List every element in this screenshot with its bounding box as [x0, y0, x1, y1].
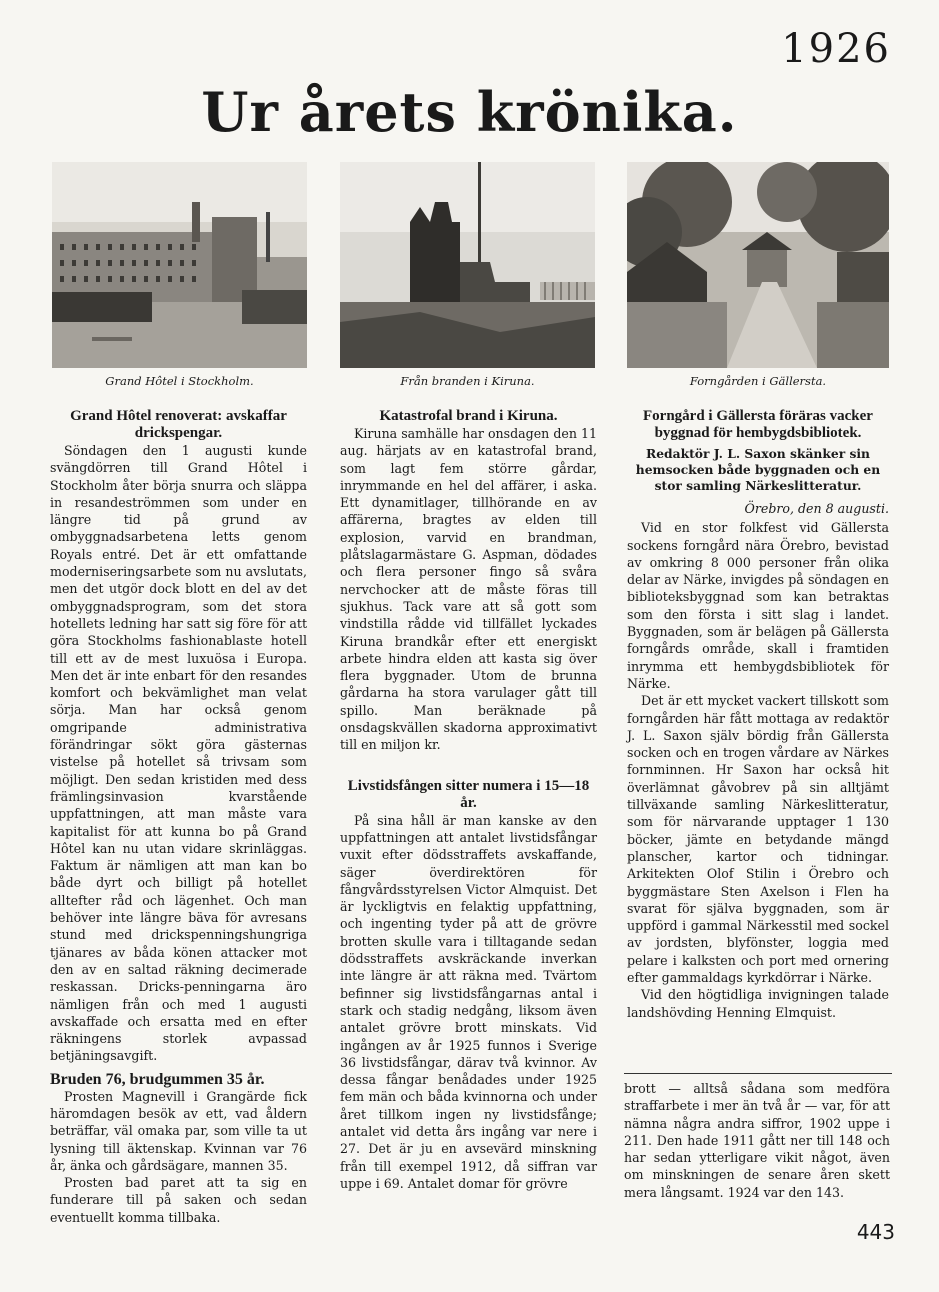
- article-body-forngard-1: Vid en stor folkfest vid Gällersta sockens forngård nära Örebro, bevistad av omkring 8 000 personer från olika delar av Närke, invigdes på söndagen en biblioteksbyggnad som kan betraktas som den första i sitt slag i landet. Byggnaden, som är belägen på Gällersta forngårds område, skall i framtiden inrymma ett hembygdsbibliotek för Närke.: [627, 520, 889, 691]
- article-body-bruden-1: Prosten Magnevill i Grangärde fick häromdagen besök av ett, vad åldern beträffar, väl omaka par, som ville ta ut lysning till äktenskap. Kvinnan var 76 år, änka och gårdsägare, mannen 35.: [50, 1088, 307, 1173]
- photo-kiruna-fire: [340, 162, 595, 368]
- article-body-bruden-2: Prosten bad paret att ta sig en funderare till på saken och sedan eventuellt komma tillbaka.: [50, 1175, 307, 1225]
- article-body-kiruna: Kiruna samhälle har onsdagen den 11 aug. härjats av en katastrofal brand, som lagt fem större gårdar, inrymmande en hel del affärer, i aska. Ett dynamitlager, tillhörande en av affärerna, bragtes av elden till explosion, varvid en brandman, plåtslagarmästare G. Aspman, dödades och flera personer fingo så svåra nervchocker att de måste föras till sjukhus. Tack vare att så gott som vindstilla rådde vid tillfället lyckades Kiruna brandkår efter ett energiskt arbete hindra elden att kasta sig över flera byggnader. Utom de brunna gårdarna ha stora varulager gått till spillo. Man beräknade på onsdagskvällen skadorna approximativt till en miljon kr.: [340, 426, 597, 753]
- caption-grand-hotel: Grand Hôtel i Stockholm.: [105, 374, 254, 388]
- photo-forngarden: [627, 162, 889, 368]
- article-body-forngard-2: Det är ett mycket vackert tillskott som forngården här fått mottaga av redaktör J. L. Saxon själv bördig från Gällersta socken och en trogen vårdare av Närkes fornminnen. Hr Saxon har också hit överlämnat gåvobrev på sin alltjämt tillväxande samling Närkeslitteratur, som för närvarande upptager 1 130 böcker, jämte en betydande mängd planscher, kartor och tidningar. Arkitekten Olof Stilin i Örebro och byggmästare Sten Axelson i Flen ha svarat för själva byggnaden, som är uppförd i gammal Närkesstil med sockel av jordsten, blyfönster, loggia med pelare i kalksten och port med ornering efter gammaldags kyrkdörrar i Närke.: [627, 693, 889, 986]
- article-title-livstidsfangen: Livstidsfången sitter numera i 15—18 år.: [347, 777, 590, 811]
- continued-text: brott — alltså sådana som medföra straffarbete i mer än två år — var, för att nämna några andra siffror, 1902 uppe i 211. Den hade 1911 gått ner till 148 och har sedan ytterligare vikit något, även om minskningen de senare åren skett mera långsamt. 1924 var den 143.: [624, 1081, 890, 1200]
- caption-kiruna: Från branden i Kiruna.: [400, 374, 535, 388]
- article-column-3: [627, 408, 889, 1021]
- article-column-2: [340, 408, 597, 1192]
- article-body-livstidsfangen: På sina håll är man kanske av den uppfattningen att antalet livstidsfångar vuxit efter dödsstraffets avskaffande, säger överdirektören för fångvårdsstyrelsen Victor Almquist. Det är lyckligtvis en felaktig uppfattning, och ingenting tyder på att de grövre brotten skulle vara i tilltagande sedan dödsstraffets avskräckande inverkan inte längre är att räkna med. Tvärtom befinner sig livstidsfångarnas antal i stark och stadig nedgång, liksom även antalet grövre brott minskats. Vid ingången av år 1925 funnos i Sverige 36 livstidsfångar, därav två kvinnor. Av dessa fångar benådades under 1925 fem män och båda kvinnorna och under året tillkom ingen ny livstidsfånge; antalet vid detta års ingång var nere i 27. Det är ju en avsevärd minskning från till exempel 1912, då siffran var uppe i 69. Antalet domar för grövre: [340, 812, 597, 1191]
- article-title-kiruna: Katastrofal brand i Kiruna.: [379, 408, 558, 424]
- article-subtitle-forngard: Redaktör J. L. Saxon skänker sin hemsocken både byggnaden och en stor samling Närkeslitteratur.: [635, 446, 881, 493]
- photo-grand-hotel: [52, 162, 307, 368]
- caption-forngarden: Forngården i Gällersta.: [689, 374, 827, 388]
- page-title: Ur årets krönika.: [201, 80, 738, 144]
- article-title-grand-hotel: Grand Hôtel renoverat: avskaffar drickspengar.: [70, 408, 287, 441]
- article-body-forngard-3: Vid den högtidliga invigningen talade landshövding Henning Elmquist.: [627, 987, 889, 1020]
- article-title-forngard: Forngård i Gällersta föräras vacker byggnad för hembygdsbibliotek.: [643, 408, 873, 441]
- article-dateline: Örebro, den 8 augusti.: [744, 501, 889, 516]
- article-column-1: [50, 408, 307, 1226]
- year-label: 1926: [781, 26, 891, 72]
- continued-text-block: [624, 1080, 890, 1201]
- article-body-grand-hotel: Söndagen den 1 augusti kunde svängdörren till Grand Hôtel i Stockholm åter börja snurra och släppa in resandeströmmen som under en längre tid på grund av ombyggnadsarbetena letts genom Royals entré. Det är ett omfattande moderniseringsarbete som nu avslutats, men det utgör dock blott en del av det ombyggnadsprogram, som det stora hotellets ledning har satt sig före för att göra Stockholms fashionablaste hotell till ett av de mest luxuösa i Europa. Men det är inte enbart för den resandes komfort och bekvämlighet man velat sörja. Man har också genom omgripande administrativa förändringar sökt göra gästernas vistelse på hotellet så trivsam som möjligt. Den sedan kristiden med dess främlingsinvasion kvarstående uppfattningen, att man måste vara kapitalist för att kunna bo på Grand Hôtel kan nu utan vidare skrinläggas. Faktum är nämligen att man kan bo både dyrt och billigt på hotellet alltefter råd och lägenhet. Och man behöver inte längre bäva för avresans stund med drickspenningshungriga tjänares av båda könen attacker mot den av en saltad räkning decimerade reskassan. Dricks-penningarna äro nämligen från och med 1 augusti avskaffade och ersatta med en efter räkningens storlek avpassad betjäningsavgift.: [50, 443, 308, 1064]
- page-number: 443: [856, 1220, 895, 1244]
- article-title-bruden: Bruden 76, brudgummen 35 år.: [50, 1070, 265, 1088]
- column-divider: [624, 1073, 892, 1074]
